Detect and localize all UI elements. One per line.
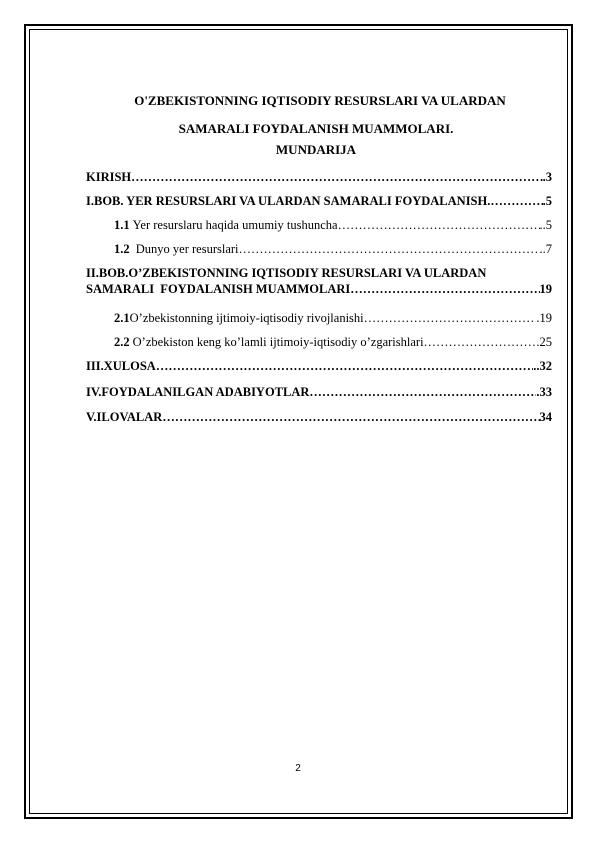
toc-entry-text: Dunyo yer resurslari (132, 242, 239, 256)
toc-entry-2-1[interactable] (114, 310, 552, 326)
toc-leader-dots (239, 241, 540, 257)
toc-leader-dots (490, 193, 542, 209)
toc-section-number: 2.2 (114, 335, 130, 349)
toc-page-number: 19 (539, 282, 552, 296)
document-title-line-2: SAMARALI FOYDALANISH MUAMMOLARI. (178, 121, 454, 136)
toc-entry-text: KIRISH (86, 170, 132, 184)
toc-page-number: .3 (542, 170, 552, 184)
toc-page-number: ..5 (539, 218, 552, 232)
toc-entry-text: III.XULOSA (86, 359, 156, 373)
toc-entry-bob1[interactable] (86, 193, 552, 209)
toc-leader-dots (338, 217, 540, 233)
toc-leader-dots (131, 169, 542, 185)
toc-leader-dots (162, 409, 539, 425)
toc-page-number: ..32 (533, 359, 552, 373)
toc-page-number: .25 (536, 335, 552, 349)
toc-entry-kirish[interactable] (86, 169, 552, 185)
toc-page-number: .33 (536, 385, 552, 399)
toc-leader-dots (364, 310, 537, 326)
toc-page-number: ..7 (539, 242, 552, 256)
toc-entry-adabiyotlar[interactable] (86, 384, 552, 400)
toc-leader-dots (309, 384, 536, 400)
toc-leader-dots (350, 281, 539, 297)
toc-entry-1-2[interactable] (114, 241, 552, 257)
toc-section-number: 1.1 (114, 218, 130, 232)
toc-leader-dots (424, 334, 537, 350)
toc-entry-text: I.BOB. YER RESURSLARI VA ULARDAN SAMARALI FOYDALANISH. (86, 194, 491, 208)
toc-entry-ilovalar[interactable] (86, 409, 552, 425)
toc-entry-1-1[interactable] (114, 217, 552, 233)
toc-entry-text: O’zbekistonning ijtimoiy-iqtisodiy rivojlanishi (129, 311, 364, 325)
document-title-line-1: O'ZBEKISTONNING IQTISODIY RESURSLARI VA ULARDAN (134, 93, 506, 108)
toc-entry-bob2[interactable] (86, 265, 552, 297)
toc-section-number: 1.2 (114, 242, 130, 256)
toc-entry-2-2[interactable] (114, 334, 552, 350)
toc-page-number: 34 (539, 410, 552, 424)
toc-page-number: .5 (542, 194, 552, 208)
toc-entry-text-line-1: II.BOB.O’ZBEKISTONNING IQTISODIY RESURSLARI VA ULARDAN (86, 266, 487, 280)
toc-entry-text: Yer resurslaru haqida umumiy tushuncha (132, 218, 338, 232)
toc-entry-text-line-2: SAMARALI FOYDALANISH MUAMMOLARI (86, 282, 351, 296)
toc-section-number: 2.1 (114, 311, 130, 325)
page-number: 2 (295, 763, 301, 774)
toc-entry-text: V.ILOVALAR (86, 410, 163, 424)
toc-entry-text: IV.FOYDALANILGAN ADABIYOTLAR (86, 385, 310, 399)
toc-entry-xulosa[interactable] (86, 358, 552, 374)
contents-heading: MUNDARIJA (275, 142, 357, 157)
toc-leader-dots (156, 358, 533, 374)
toc-page-number: .19 (536, 311, 552, 325)
toc-entry-text: O’zbekiston keng ko’lamli ijtimoiy-iqtisodiy o’zgarishlari (132, 335, 424, 349)
